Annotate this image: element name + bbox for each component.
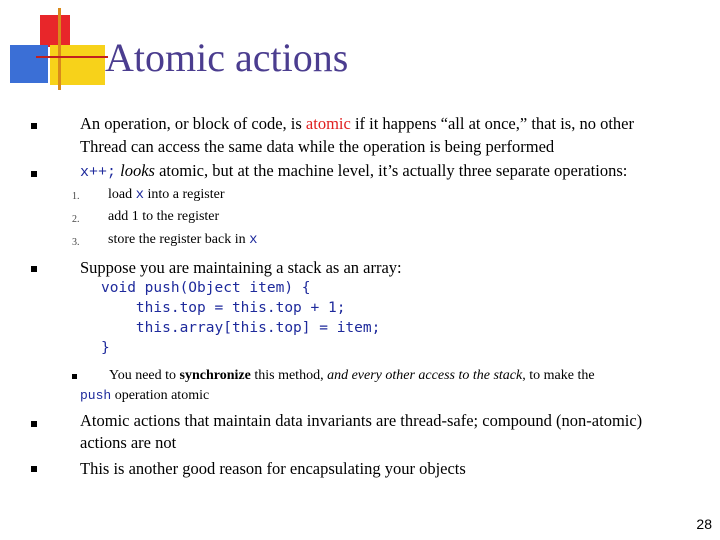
sub-bullet-line-2 (80, 386, 209, 406)
slide-logo (0, 0, 110, 95)
inline-code: push (80, 388, 112, 403)
text: this method, (250, 368, 328, 383)
inline-code: x (249, 232, 258, 248)
text: operation atomic (111, 388, 210, 403)
text: if it happens “all at once,” that is, no other (350, 114, 634, 133)
bullet-5: This is another good reason for encapsulating your objects (80, 459, 466, 478)
sub-bullet-marker (72, 374, 77, 379)
bullet-4-line-1: Atomic actions that maintain data invariants are thread-safe; compound (non-atomic) (80, 411, 643, 430)
step-number: 1. (72, 191, 80, 202)
emphasis-bold: synchronize (179, 368, 251, 383)
bullet-1-line-1 (80, 112, 634, 135)
step-number: 2. (72, 214, 80, 225)
atomic-term: atomic (305, 114, 351, 133)
bullet-3: Suppose you are maintaining a stack as an array: (80, 258, 402, 277)
text: store the register back in (108, 232, 250, 247)
code-block (101, 278, 380, 358)
slide-title: Atomic actions (105, 35, 349, 80)
page-number: 28 (696, 516, 712, 532)
text: into a register (144, 187, 225, 202)
bullet-marker (31, 123, 37, 129)
emphasis-italic: and every other access to the stack (327, 368, 523, 383)
code-line: this.array[this.top] = item; (101, 320, 381, 336)
code-line: this.top = this.top + 1; (101, 300, 346, 316)
code-line: void push(Object item) { (101, 280, 311, 296)
text: You need to (109, 368, 180, 383)
emphasis: looks (116, 161, 155, 180)
text: An operation, or block of code, is (80, 114, 306, 133)
inline-code: x (135, 187, 145, 203)
bullet-marker (31, 266, 37, 272)
bullet-4-line-2: actions are not (80, 433, 177, 452)
bullet-1-line-2: Thread can access the same data while the operation is being performed (80, 137, 555, 156)
step-2: add 1 to the register (108, 209, 220, 224)
text: , to make the (522, 368, 595, 383)
sub-bullet-line-1 (109, 366, 595, 386)
text: load (108, 187, 136, 202)
step-1 (108, 185, 225, 205)
inline-code: x++; (80, 164, 117, 181)
code-line: } (101, 340, 110, 356)
text: atomic, but at the machine level, it’s actually three separate operations: (154, 161, 628, 180)
step-number: 3. (72, 237, 80, 248)
step-3 (108, 230, 258, 250)
bullet-marker (31, 466, 37, 472)
bullet-marker (31, 421, 37, 427)
bullet-marker (31, 171, 37, 177)
bullet-2 (80, 159, 627, 184)
